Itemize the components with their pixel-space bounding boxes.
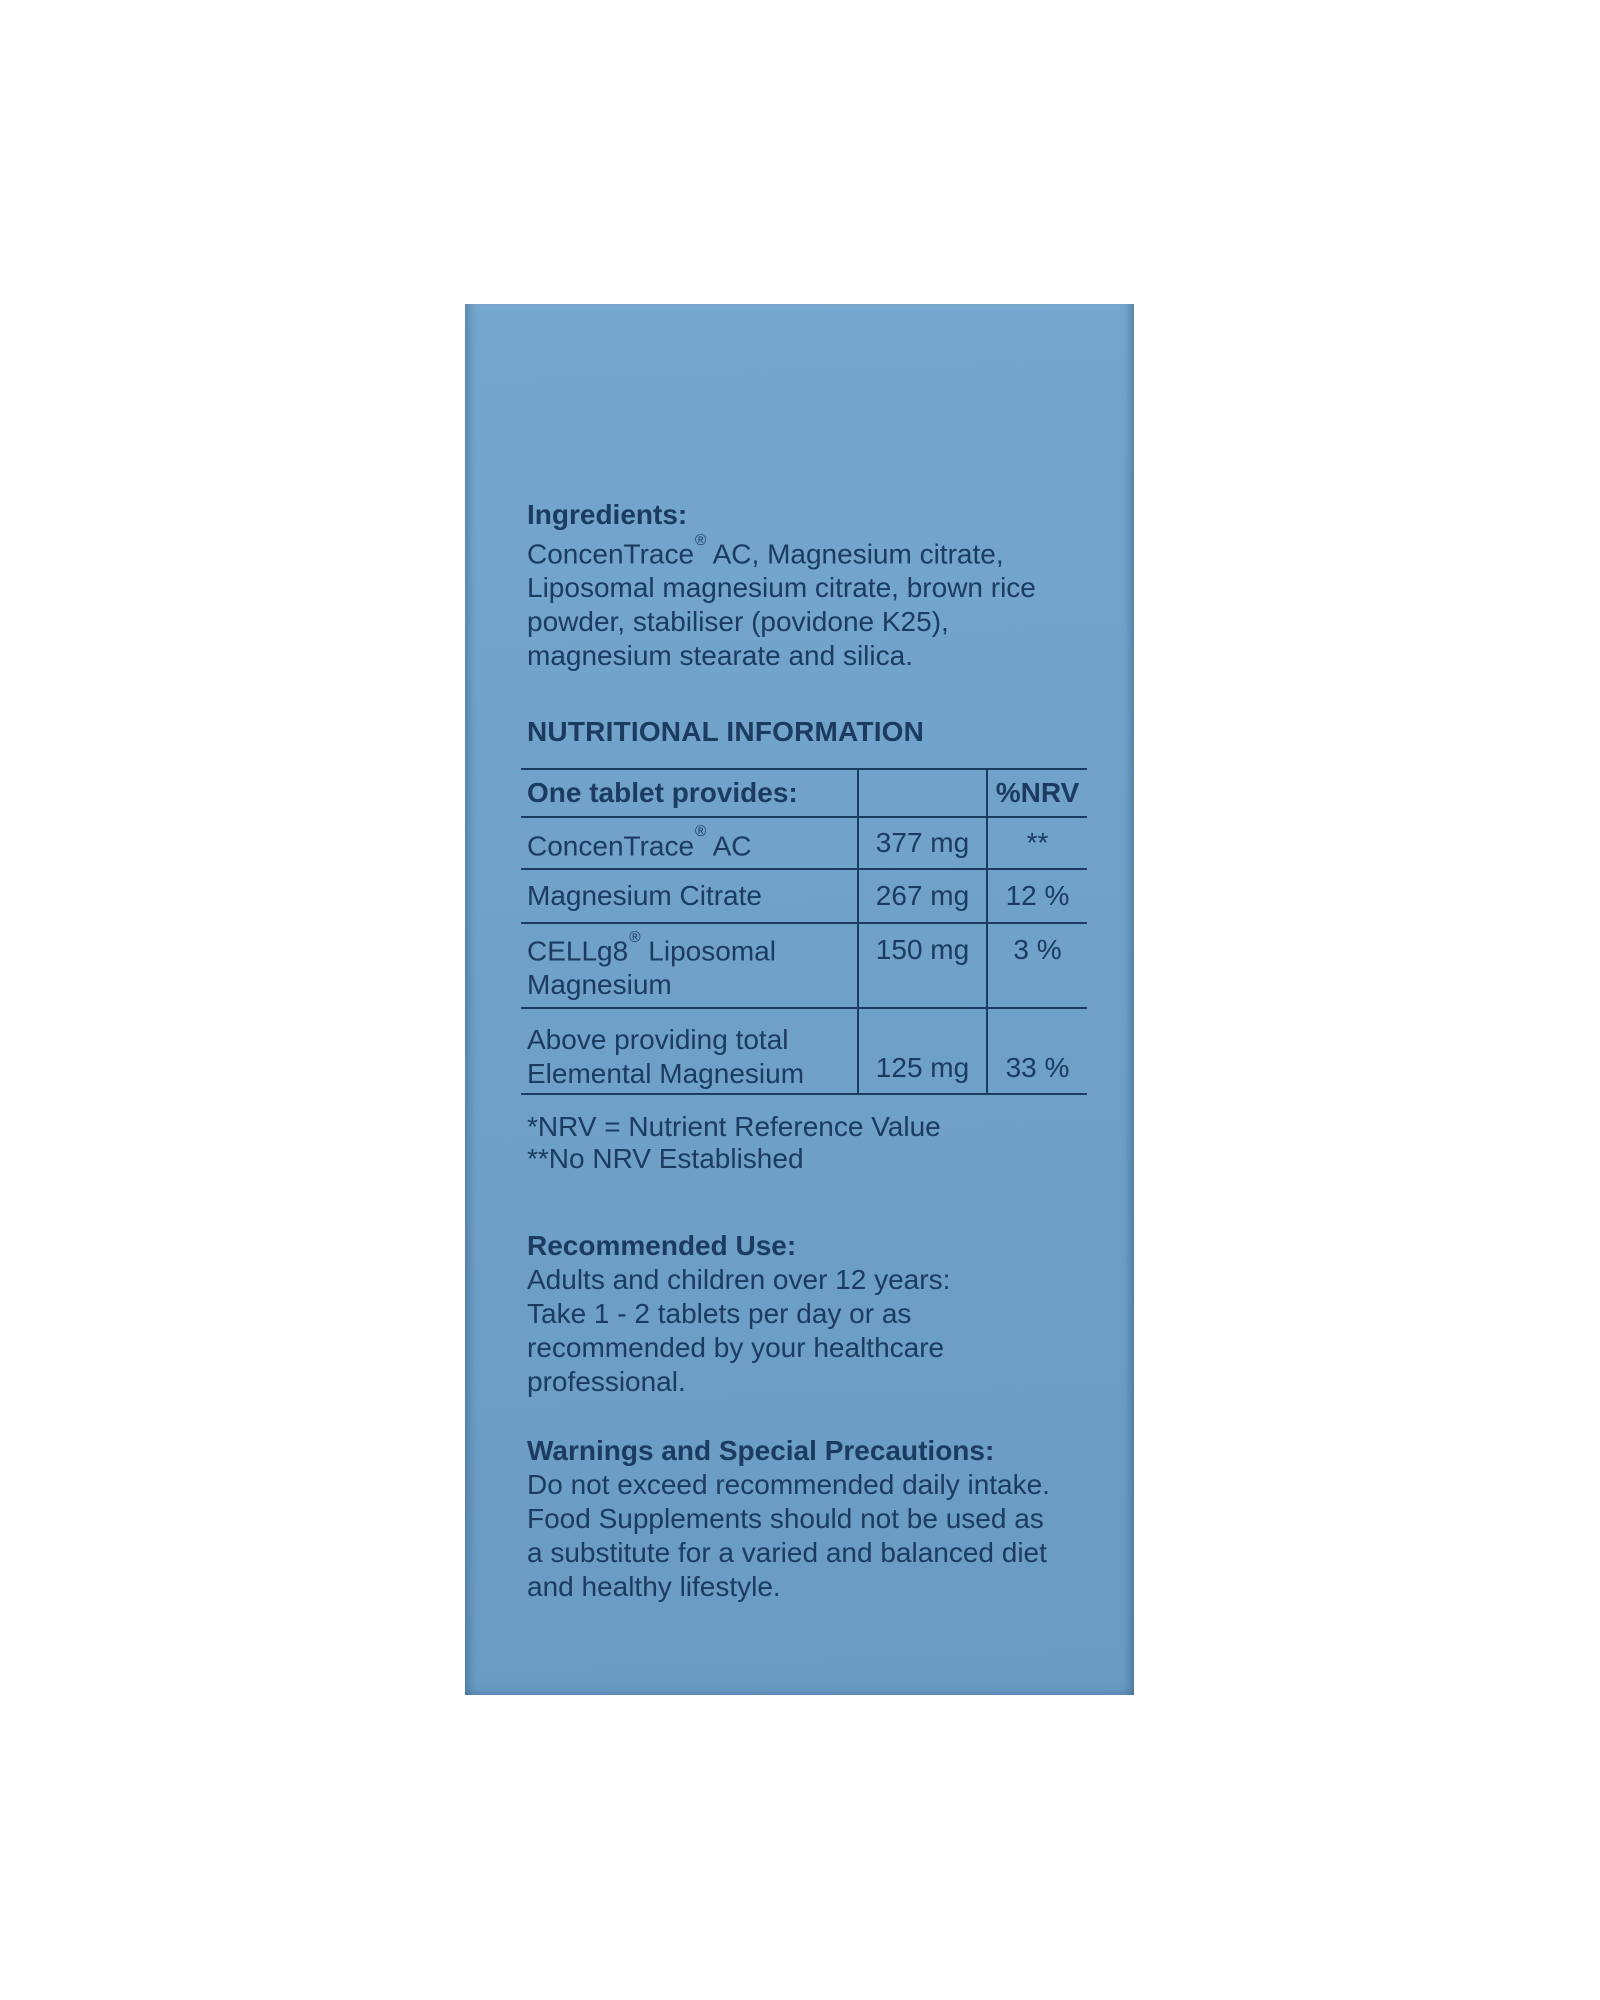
ingredients-line: magnesium stearate and silica. — [527, 640, 913, 672]
table-row-amount: 125 mg — [857, 1009, 986, 1093]
warnings-line: Food Supplements should not be used as — [527, 1503, 1044, 1535]
table-row-label — [521, 818, 857, 870]
table-row-amount: 377 mg — [857, 818, 986, 870]
ingredients-line: Liposomal magnesium citrate, brown rice — [527, 572, 1036, 604]
table-header-nrv: %NRV — [986, 770, 1087, 818]
nutrient-name: Above providing total — [527, 1024, 789, 1056]
nutrition-heading: NUTRITIONAL INFORMATION — [527, 716, 925, 748]
table-row-nrv: 12 % — [986, 870, 1087, 924]
table-row-label — [521, 870, 857, 924]
recommended-use-heading: Recommended Use: — [527, 1230, 797, 1262]
table-header-amount — [857, 770, 986, 818]
recommended-use-paragraph — [527, 1263, 1094, 1399]
recommended-use-line: Adults and children over 12 years: — [527, 1264, 951, 1296]
nutrient-name: ConcenTrace® AC — [527, 823, 752, 861]
recommended-use-line: recommended by your healthcare — [527, 1332, 945, 1364]
table-header-label: One tablet provides: — [521, 770, 857, 818]
ingredients-paragraph — [527, 532, 1094, 673]
ingredients-heading: Ingredients: — [527, 499, 688, 530]
table-row-nrv: 33 % — [986, 1009, 1087, 1093]
nutrient-name: Elemental Magnesium — [527, 1058, 805, 1090]
recommended-use-line: Take 1 - 2 tablets per day or as — [527, 1298, 912, 1330]
warnings-line: Do not exceed recommended daily intake. — [527, 1469, 1050, 1501]
nutrient-name: Magnesium — [527, 969, 672, 1001]
recommended-use-line: professional. — [527, 1366, 686, 1398]
nrv-notes — [527, 1111, 1094, 1175]
nrv-note: *NRV = Nutrient Reference Value — [527, 1111, 941, 1143]
table-row-nrv: 3 % — [986, 924, 1087, 1009]
warnings-heading: Warnings and Special Precautions: — [527, 1435, 995, 1467]
table-row-label — [521, 924, 857, 1009]
ingredients-line: ConcenTrace® AC, Magnesium citrate, — [527, 531, 1004, 570]
warnings-line: a substitute for a varied and balanced diet — [527, 1537, 1047, 1569]
table-row-nrv: ** — [986, 818, 1087, 870]
nrv-note: **No NRV Established — [527, 1143, 804, 1175]
warnings-line: and healthy lifestyle. — [527, 1571, 781, 1603]
label-panel — [465, 304, 1134, 1695]
table-row-amount: 267 mg — [857, 870, 986, 924]
ingredients-line: powder, stabiliser (povidone K25), — [527, 606, 949, 638]
table-row-amount: 150 mg — [857, 924, 986, 1009]
nutrition-table — [521, 768, 1087, 1095]
warnings-paragraph — [527, 1468, 1094, 1604]
nutrient-name: Magnesium Citrate — [527, 880, 762, 912]
nutrient-name: CELLg8® Liposomal — [527, 928, 776, 967]
table-row-label — [521, 1009, 857, 1093]
